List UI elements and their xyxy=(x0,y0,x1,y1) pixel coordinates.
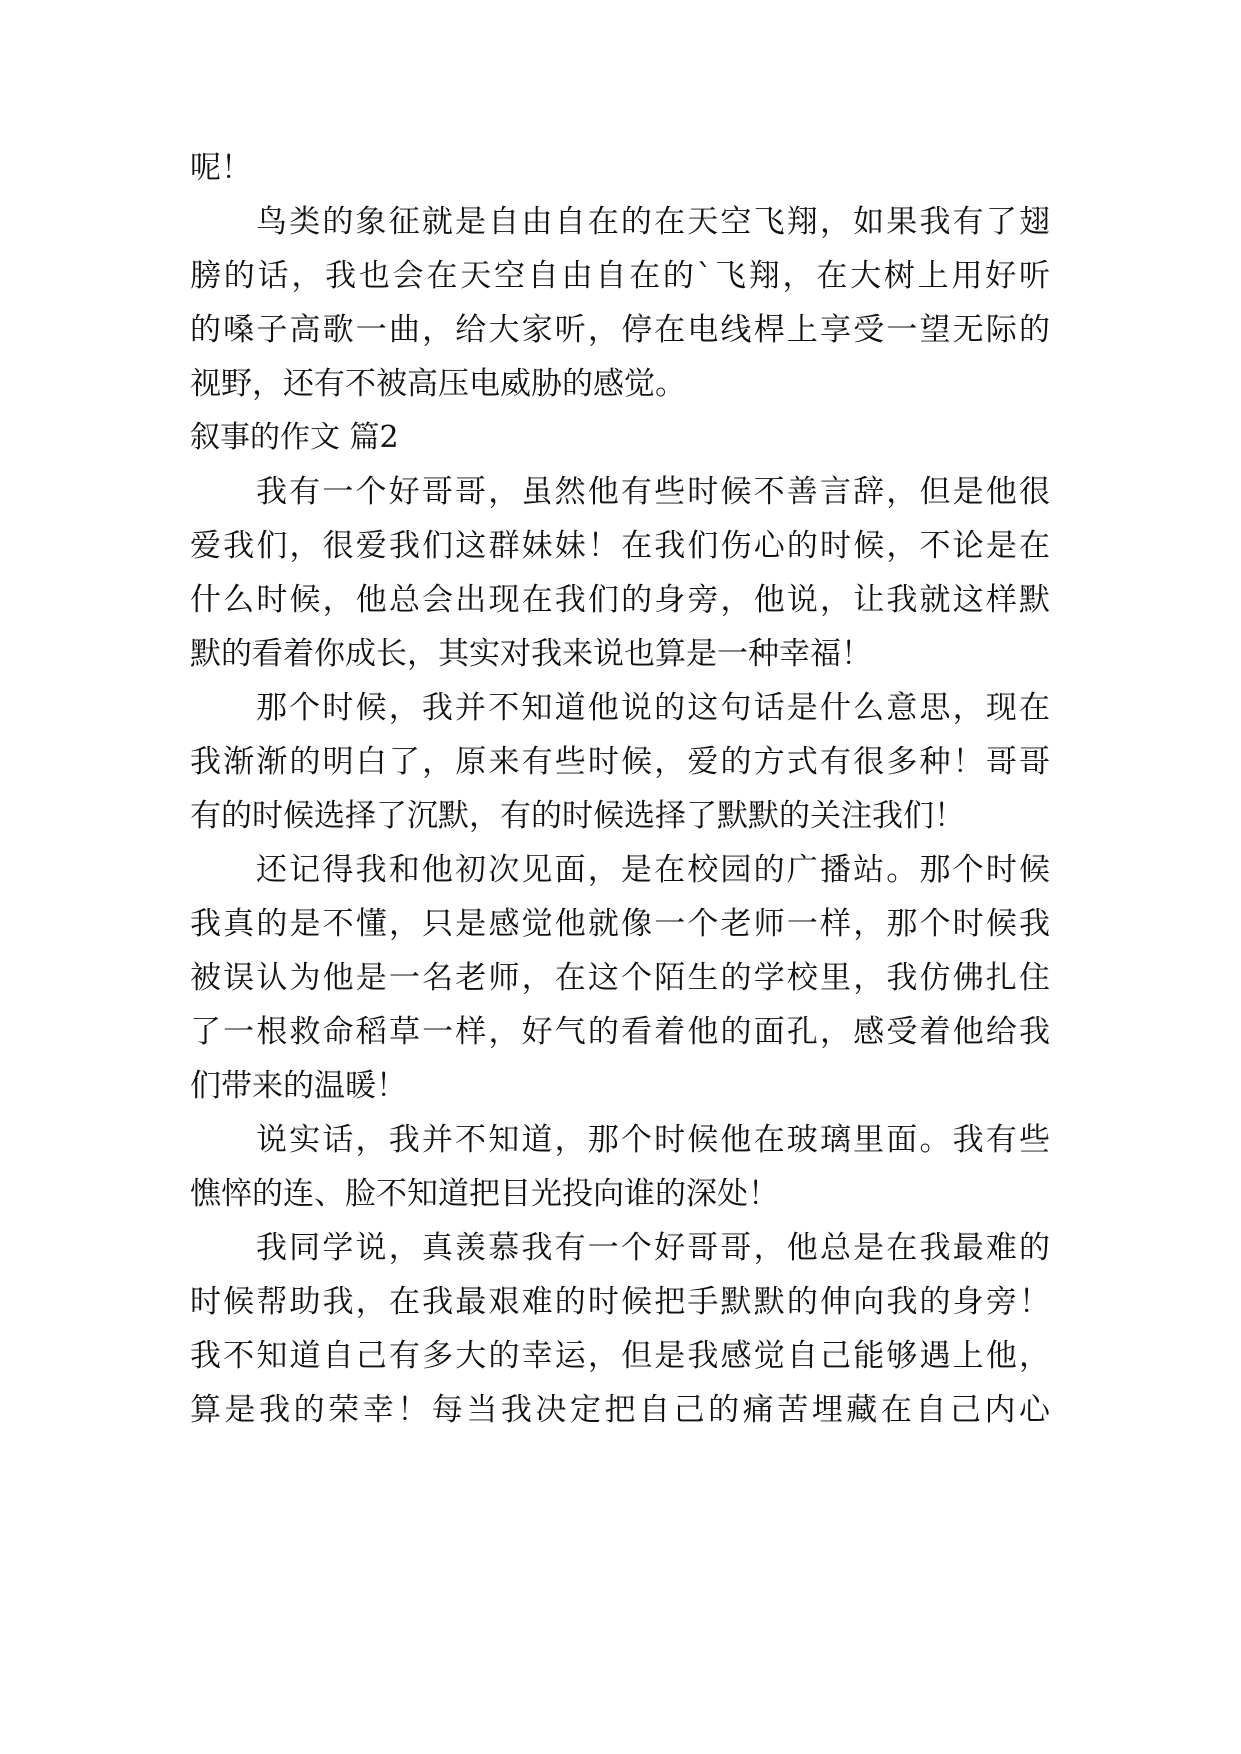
paragraph-first-line: 还记得我和他初次见面，是在校园的广播站。那个时候 xyxy=(256,852,1050,888)
text-line: 被误认为他是一名老师，在这个陌生的学校里，我仿佛扎住 xyxy=(190,960,1050,996)
paragraph-first-line: 我同学说，真羡慕我有一个好哥哥，他总是在我最难的 xyxy=(256,1230,1050,1266)
text-line: 我渐渐的明白了，原来有些时候，爱的方式有很多种！哥哥 xyxy=(190,744,1050,780)
text-line: 了一根救命稻草一样，好气的看着他的面孔，感受着他给我 xyxy=(190,1014,1050,1050)
text-line: 时候帮助我，在我最艰难的时候把手默默的伸向我的身旁！ xyxy=(190,1284,1050,1320)
text-line: 视野，还有不被高压电威胁的感觉。 xyxy=(190,366,686,402)
text-line: 默的看着你成长，其实对我来说也算是一种幸福！ xyxy=(190,636,872,672)
text-line: 什么时候，他总会出现在我们的身旁，他说，让我就这样默 xyxy=(190,582,1050,618)
paragraph-first-line: 我有一个好哥哥，虽然他有些时候不善言辞，但是他很 xyxy=(256,474,1050,510)
paragraph-first-line: 说实话，我并不知道，那个时候他在玻璃里面。我有些 xyxy=(256,1122,1050,1158)
text-line: 算是我的荣幸！每当我决定把自己的痛苦埋藏在自己内心 xyxy=(190,1392,1050,1428)
paragraph-first-line: 鸟类的象征就是自由自在的在天空飞翔，如果我有了翅 xyxy=(256,204,1050,240)
text-line: 膀的话，我也会在天空自由自在的`飞翔，在大树上用好听 xyxy=(190,258,1050,294)
text-line: 们带来的温暖！ xyxy=(190,1068,407,1104)
text-line: 有的时候选择了沉默，有的时候选择了默默的关注我们！ xyxy=(190,798,965,834)
text-line: 我真的是不懂，只是感觉他就像一个老师一样，那个时候我 xyxy=(190,906,1050,942)
text-line: 爱我们，很爱我们这群妹妹！在我们伤心的时候，不论是在 xyxy=(190,528,1050,564)
section-heading: 叙事的作文 篇2 xyxy=(190,420,399,455)
text-line: 憔悴的连、脸不知道把目光投向谁的深处！ xyxy=(190,1176,779,1212)
text-line: 我不知道自己有多大的幸运，但是我感觉自己能够遇上他， xyxy=(190,1338,1050,1374)
text-line: 的嗓子高歌一曲，给大家听，停在电线桿上享受一望无际的 xyxy=(190,312,1050,348)
text-line: 呢！ xyxy=(190,150,252,186)
paragraph-first-line: 那个时候，我并不知道他说的这句话是什么意思，现在 xyxy=(256,690,1050,726)
